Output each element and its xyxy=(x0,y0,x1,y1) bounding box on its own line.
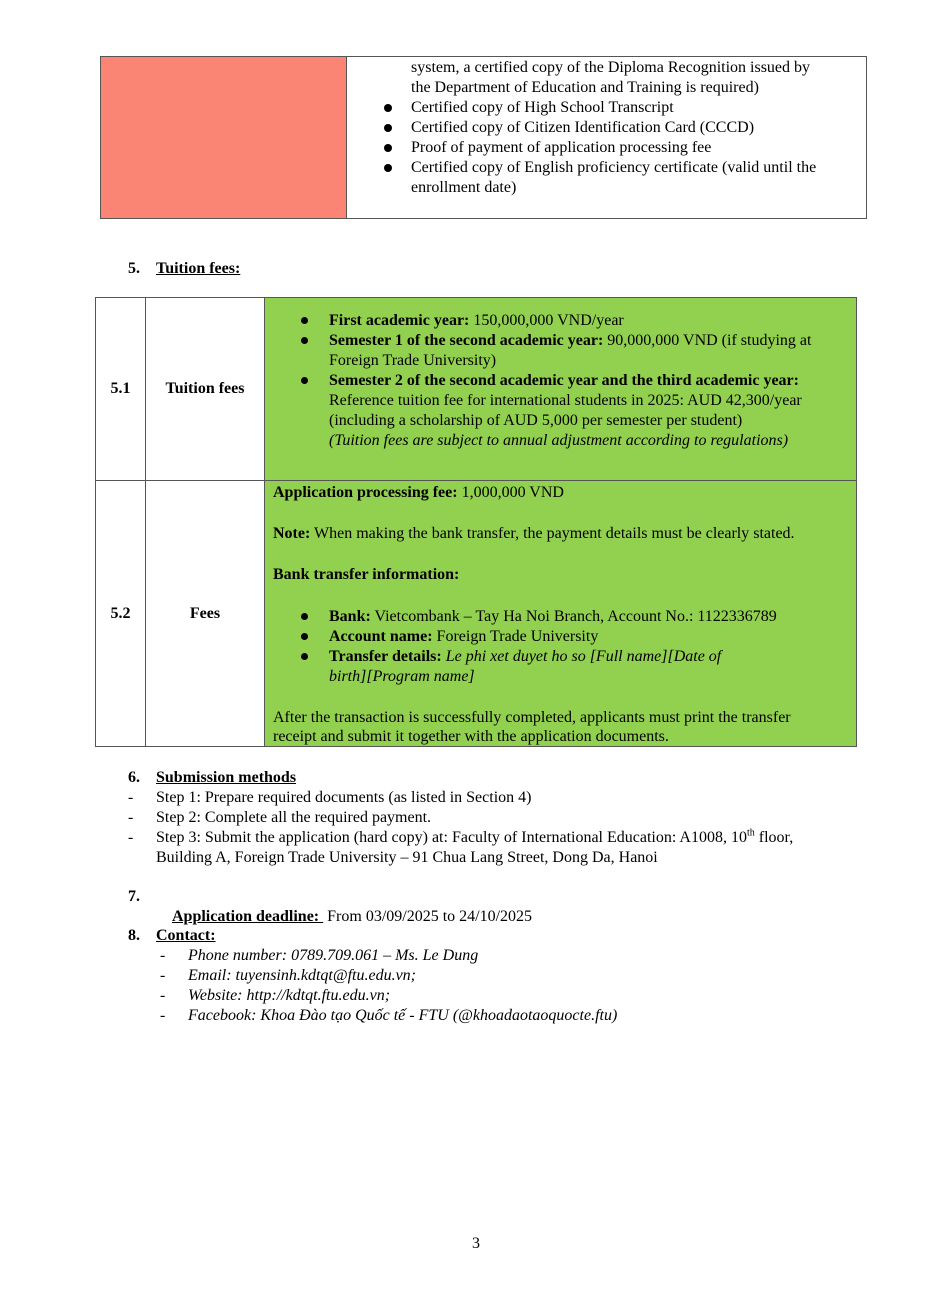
document-item: Certified copy of High School Transcript xyxy=(411,99,674,116)
section-title: Contact: xyxy=(156,927,216,944)
submission-step: Step 3: Submit the application (hard copy) at: Faculty of International Education: A1008, 10th floor, xyxy=(156,827,794,846)
documents-table xyxy=(100,56,867,219)
row-number: 5.1 xyxy=(110,380,131,397)
transfer-note: Note: When making the bank transfer, the payment details must be clearly stated. xyxy=(273,525,795,542)
section-title: Application deadline: xyxy=(172,908,324,925)
tuition-item: Semester 1 of the second academic year: 90,000,000 VND (if studying at xyxy=(329,332,812,349)
fees-cell xyxy=(265,481,856,746)
contact-website: Website: http://kdtqt.ftu.edu.vn; xyxy=(188,987,391,1004)
row-number: 5.2 xyxy=(110,604,131,622)
tuition-item-cont: Reference tuition fee for international students in 2025: AUD 42,300/year xyxy=(329,392,802,409)
documents-label-cell xyxy=(101,57,347,218)
section-number: 8. xyxy=(128,927,140,944)
section-title: Submission methods xyxy=(156,769,297,786)
documents-continued-text: system, a certified copy of the Diploma Recognition issued by xyxy=(411,59,811,76)
after-transaction-text: After the transaction is successfully completed, applicants must print the transfer xyxy=(273,709,791,726)
bullet-icon xyxy=(384,164,392,172)
deadline-text: From 03/09/2025 to 24/10/2025 xyxy=(323,908,533,925)
contact-email: Email: tuyensinh.kdtqt@ftu.edu.vn; xyxy=(188,967,416,984)
row-label: Tuition fees xyxy=(165,380,245,397)
tuition-item: First academic year: 150,000,000 VND/year xyxy=(329,312,624,329)
tuition-note: (Tuition fees are subject to annual adjustment according to regulations) xyxy=(329,432,789,449)
bank-item: Bank: Vietcombank – Tay Ha Noi Branch, Account No.: 1122336789 xyxy=(329,608,777,625)
bank-item: Transfer details: Le phi xet duyet ho so [Full name][Date of xyxy=(329,648,722,665)
document-item: Certified copy of Citizen Identification Card (CCCD) xyxy=(411,119,755,136)
document-item: Certified copy of English proficiency certificate (valid until the xyxy=(411,159,817,176)
bullet-icon xyxy=(301,337,308,344)
document-item: Proof of payment of application processing fee xyxy=(411,139,712,156)
tuition-item: Semester 2 of the second academic year and the third academic year: xyxy=(329,372,799,389)
page-number: 3 xyxy=(472,1235,480,1252)
bullet-icon xyxy=(384,104,392,112)
section-number: 5. xyxy=(128,260,140,277)
bullet-icon xyxy=(301,377,308,384)
documents-list-cell xyxy=(347,57,866,218)
section-number: 6. xyxy=(128,769,140,786)
fees-table xyxy=(95,297,857,747)
bullet-icon xyxy=(301,613,308,620)
tuition-item-cont: Foreign Trade University) xyxy=(329,352,497,369)
bank-item-cont: birth][Program name] xyxy=(329,668,475,685)
submission-step: Step 1: Prepare required documents (as listed in Section 4) xyxy=(156,789,532,806)
tuition-fees-cell xyxy=(265,298,856,480)
submission-step: Step 2: Complete all the required payment. xyxy=(156,809,432,826)
bullet-icon xyxy=(384,124,392,132)
application-fee: Application processing fee: 1,000,000 VND xyxy=(273,484,564,501)
after-transaction-text: receipt and submit it together with the application documents. xyxy=(273,728,669,745)
section-title: Tuition fees: xyxy=(156,260,241,277)
bullet-icon xyxy=(301,317,308,324)
documents-continued-text: the Department of Education and Training is required) xyxy=(411,79,759,96)
bullet-icon xyxy=(384,144,392,152)
submission-step-cont: Building A, Foreign Trade University – 91 Chua Lang Street, Dong Da, Hanoi xyxy=(156,849,658,866)
tuition-item-cont: (including a scholarship of AUD 5,000 per semester per student) xyxy=(329,412,743,429)
contact-facebook: Facebook: Khoa Đào tạo Quốc tế - FTU (@khoadaotaoquocte.ftu) xyxy=(188,1007,618,1024)
section-number: 7. xyxy=(128,888,140,905)
bank-info-title: Bank transfer information: xyxy=(273,566,460,583)
contact-phone: Phone number: 0789.709.061 – Ms. Le Dung xyxy=(188,947,479,964)
document-item: enrollment date) xyxy=(411,179,517,196)
bullet-icon xyxy=(301,653,308,660)
bank-item: Account name: Foreign Trade University xyxy=(329,628,599,645)
row-label: Fees xyxy=(189,604,221,622)
bullet-icon xyxy=(301,633,308,640)
